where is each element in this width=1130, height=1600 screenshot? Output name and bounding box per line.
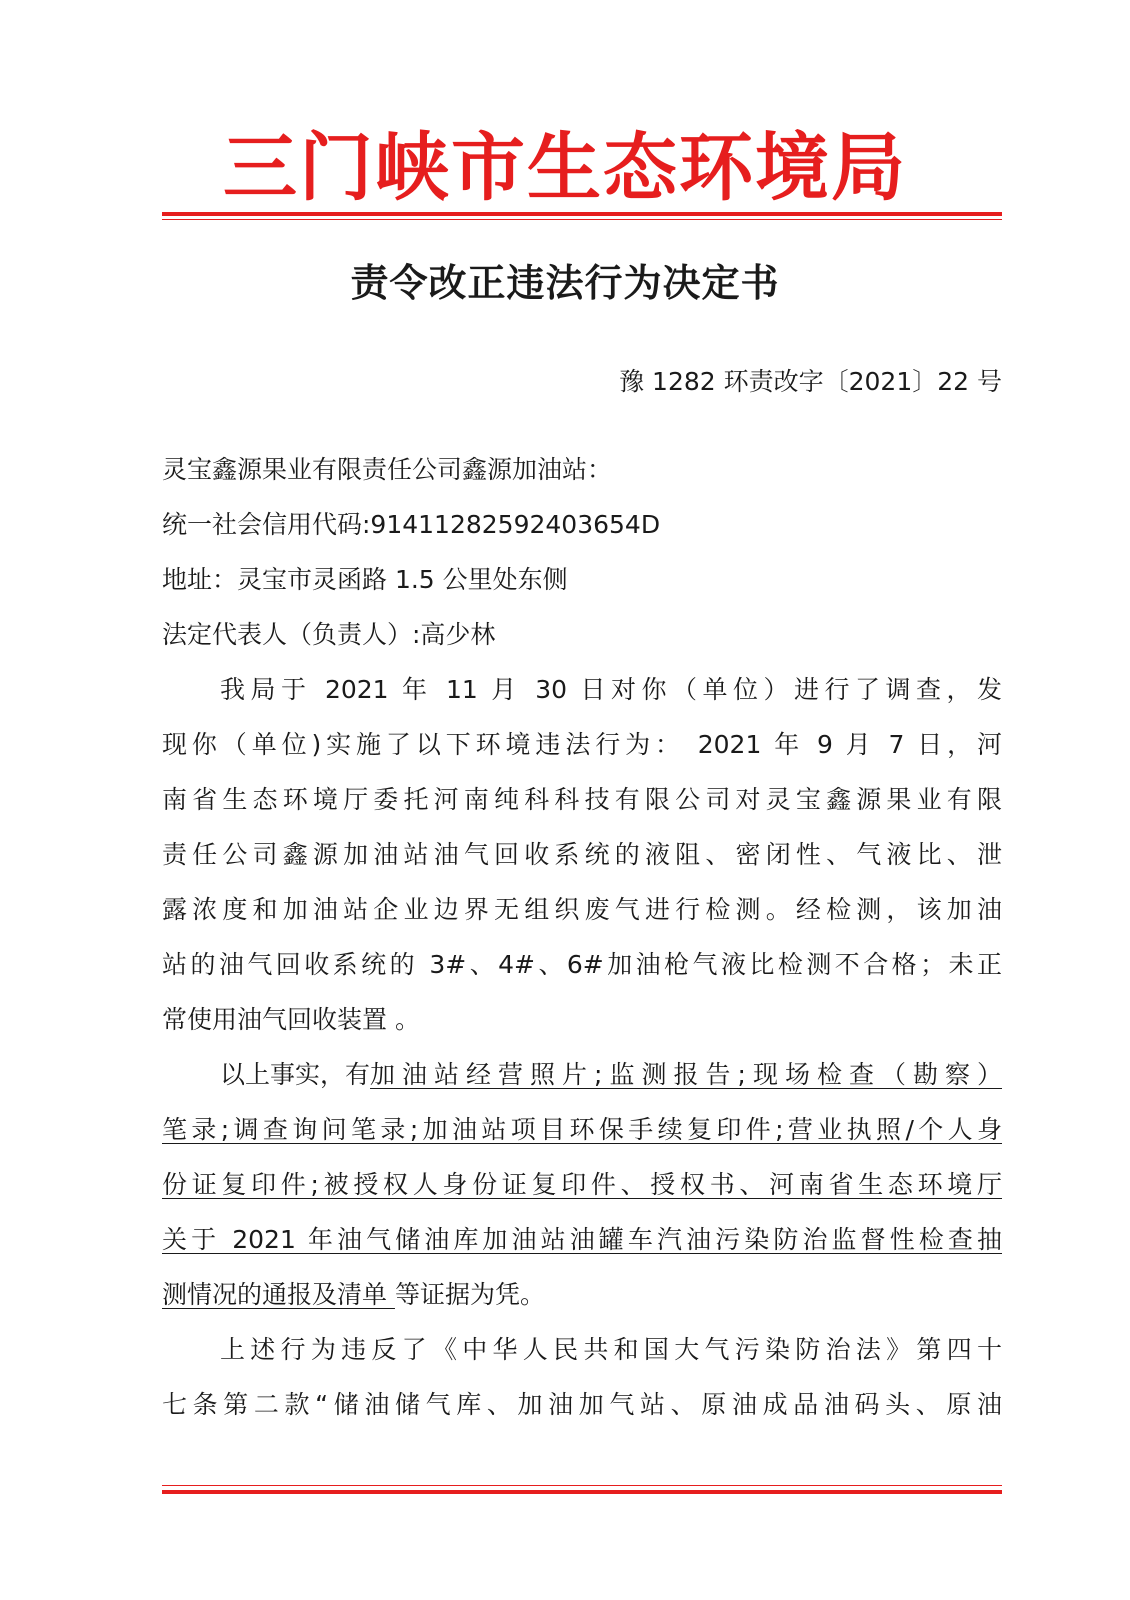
footer-rule-thin bbox=[162, 1485, 1002, 1486]
agency-letterhead: 三门峡市生态环境局 bbox=[223, 125, 907, 211]
evidence-list: 笔录;调查询问笔录;加油站项目环保手续复印件;营业执照/个人身 bbox=[162, 1115, 1002, 1144]
legal-representative: 法定代表人（负责人）:高少林 bbox=[162, 620, 496, 649]
evidence-list: 加油站经营照片;监测报告;现场检查（勘察） bbox=[370, 1060, 1002, 1089]
evidence-closing: 等证据为凭。 bbox=[394, 1280, 545, 1309]
evidence-intro: 以上事实，有 bbox=[220, 1060, 371, 1089]
evidence-list: 测情况的通报及清单 bbox=[162, 1280, 395, 1309]
letterhead-rule-thin bbox=[162, 219, 1002, 220]
paragraph-line: 露浓度和加油站企业边界无组织废气进行检测。经检测，该加油 bbox=[162, 895, 1002, 924]
document-title: 责令改正违法行为决定书 bbox=[350, 260, 780, 305]
address: 地址：灵宝市灵函路 1.5 公里处东侧 bbox=[162, 565, 568, 594]
paragraph-line: 上述行为违反了《中华人民共和国大气污染防治法》第四十 bbox=[220, 1335, 1002, 1364]
paragraph-line: 七条第二款“储油储气库、加油加气站、原油成品油码头、原油 bbox=[162, 1390, 1002, 1419]
document-number: 豫 1282 环责改字〔2021〕22 号 bbox=[619, 367, 1002, 396]
paragraph-line: 现你（单位)实施了以下环境违法行为： 2021 年 9 月 7 日，河 bbox=[162, 730, 1002, 759]
footer-rule-thick bbox=[162, 1490, 1002, 1494]
paragraph-line: 我局于 2021 年 11 月 30 日对你（单位）进行了调查，发 bbox=[220, 675, 1002, 704]
evidence-list: 关于 2021 年油气储油库加油站油罐车汽油污染防治监督性检查抽 bbox=[162, 1225, 1002, 1254]
evidence-line bbox=[220, 1057, 1002, 1093]
evidence-list: 份证复印件;被授权人身份证复印件、授权书、河南省生态环境厅 bbox=[162, 1170, 1002, 1199]
paragraph-line: 南省生态环境厅委托河南纯科科技有限公司对灵宝鑫源果业有限 bbox=[162, 785, 1002, 814]
letterhead-rule-thick bbox=[162, 212, 1002, 216]
paragraph-line: 站的油气回收系统的 3#、4#、6#加油枪气液比检测不合格；未正 bbox=[162, 950, 1002, 979]
credit-code: 统一社会信用代码:91411282592403654D bbox=[162, 510, 661, 539]
paragraph-line: 常使用油气回收装置 。 bbox=[162, 1005, 420, 1034]
evidence-line-end bbox=[162, 1277, 1002, 1313]
recipient-name: 灵宝鑫源果业有限责任公司鑫源加油站： bbox=[162, 455, 613, 484]
paragraph-line: 责任公司鑫源加油站油气回收系统的液阻、密闭性、气液比、泄 bbox=[162, 840, 1002, 869]
